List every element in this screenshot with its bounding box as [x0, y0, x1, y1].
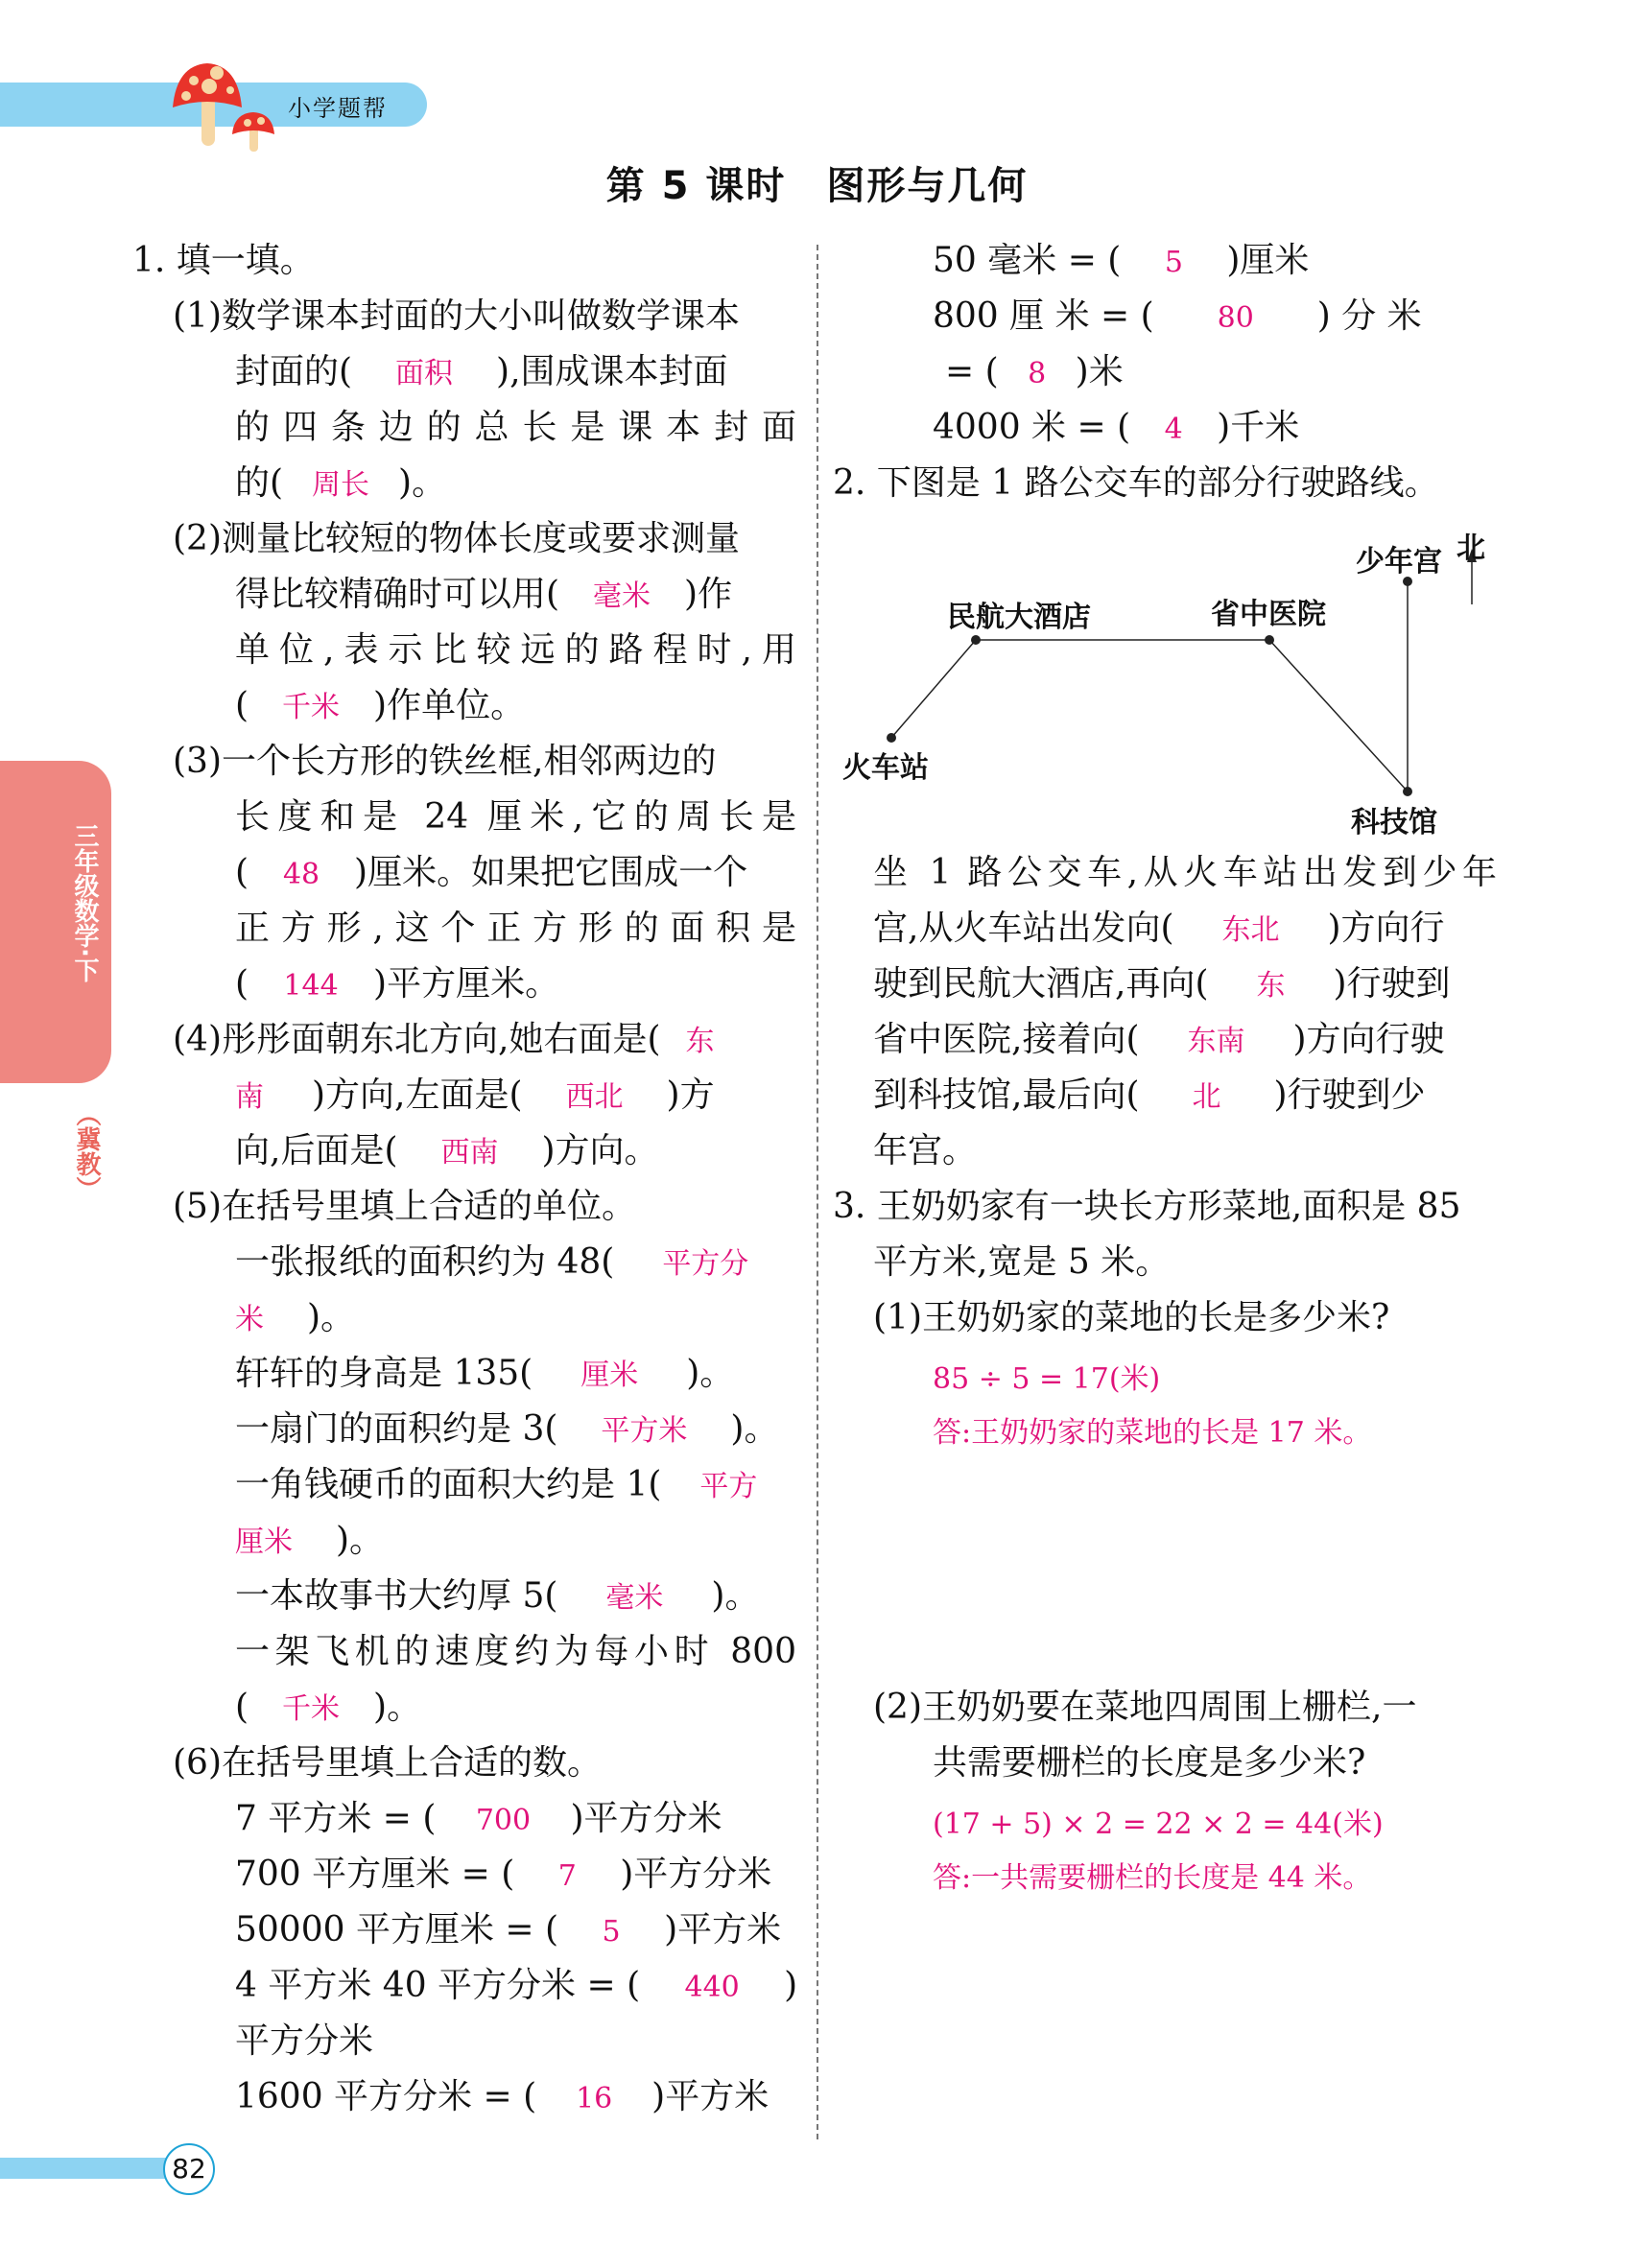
answer-blank: 东 — [1256, 969, 1286, 1003]
q1-p4-line2: 南 )方向,左面是( 西北 )方 — [235, 1075, 715, 1119]
q3-sub2-calc: (17 + 5) × 2 = 22 × 2 = 44(米) — [933, 1807, 1384, 1841]
side-tab-grade: 三年级数学·下 — [70, 823, 99, 982]
answer-blank: 南 — [235, 1080, 264, 1114]
q1-p6-item3: 50000 平方厘米 = ( 5 )平方米 — [235, 1909, 781, 1953]
lesson-number: 第 5 课时 — [605, 164, 787, 208]
q1-p6-item5: 1600 平方分米 = ( 16 )平方米 — [235, 2076, 769, 2120]
answer-blank: 平方 — [699, 1470, 758, 1503]
q1-p5-item3: 一扇门的面积约是 3( 平方米 )。 — [235, 1408, 778, 1453]
answer-blank: 东南 — [1187, 1025, 1245, 1058]
q1-p6-item2: 700 平方厘米 = ( 7 )平方分米 — [235, 1854, 771, 1898]
q2-line1: 坐 1 路公交车,从火车站出发到少年 — [873, 853, 1497, 892]
answer-blank: 8 — [1028, 357, 1047, 390]
mushroom-icon — [163, 58, 278, 154]
page-title — [0, 155, 1634, 210]
page-number: 82 — [163, 2143, 215, 2195]
q1-p5-item1: 一张报纸的面积约为 48( 平方分 — [235, 1242, 749, 1282]
answer-blank: 5 — [1164, 246, 1183, 279]
answer-blank: 厘米 — [235, 1525, 293, 1559]
q1-p4-line1: (4)彤彤面朝东北方向,她右面是( 东 — [173, 1020, 715, 1059]
answer-blank: 东 — [685, 1025, 715, 1058]
q1-p6-item6: 50 毫米 = ( 5 )厘米 — [933, 240, 1309, 284]
q1-p6-item1: 7 平方米 = ( 700 )平方分米 — [235, 1798, 722, 1842]
q3-sub1-answer: 答:王奶奶家的菜地的长是 17 米。 — [933, 1416, 1372, 1450]
answer-blank: 80 — [1217, 301, 1254, 335]
q1-p3-line4: 正方形,这个正方形的面积是 — [235, 909, 796, 948]
q1-p3-line5: ( 144 )平方厘米。 — [235, 963, 559, 1007]
answer-blank: 平方分 — [662, 1247, 749, 1281]
answer-blank: 千米 — [282, 1692, 341, 1726]
column-divider — [817, 245, 818, 2139]
answer-blank: 西南 — [440, 1136, 499, 1169]
answer-blank: 毫米 — [605, 1581, 664, 1615]
answer-blank: 7 — [557, 1859, 577, 1893]
answer-blank: 平方米 — [601, 1414, 688, 1448]
q1-p5-line1: (5)在括号里填上合适的单位。 — [173, 1187, 636, 1226]
q1-p5-item4: 一角钱硬币的面积大约是 1( 平方 — [235, 1465, 758, 1504]
map-label-station: 火车站 — [842, 751, 929, 785]
lesson-topic: 图形与几何 — [826, 164, 1029, 208]
q1-p1-line2: 封面的( 面积 ),围成课本封面 — [235, 351, 728, 395]
q1-p5-item2: 轩轩的身高是 135( 厘米 )。 — [235, 1353, 734, 1397]
q2-line5: 到科技馆,最后向( 北 )行驶到少 — [873, 1075, 1426, 1119]
q3-sub2-answer: 答:一共需要栅栏的长度是 44 米。 — [933, 1861, 1372, 1895]
q1-p5-item4-cont: 厘米 )。 — [235, 1520, 384, 1564]
q1-p2-line4: ( 千米 )作单位。 — [235, 685, 525, 729]
q1-p2-line1: (2)测量比较短的物体长度或要求测量 — [173, 519, 740, 558]
q2-line6: 年宫。 — [873, 1131, 978, 1170]
q1-p3-line1: (3)一个长方形的铁丝框,相邻两边的 — [173, 742, 717, 781]
q1-p1-line3: 的四条边的总长是课本封面 — [235, 408, 796, 447]
q3-sub1-question: (1)王奶奶家的菜地的长是多少米? — [873, 1298, 1390, 1337]
answer-blank: 北 — [1192, 1080, 1221, 1114]
q2-line3: 驶到民航大酒店,再向( 东 )行驶到 — [873, 963, 1451, 1007]
q1-p6-item7-cont: = ( 8 )米 — [945, 351, 1124, 395]
q1-p4-line3: 向,后面是( 西南 )方向。 — [235, 1130, 659, 1174]
answer-blank: 米 — [235, 1303, 264, 1336]
q1-p2-line2: 得比较精确时可以用( 毫米 )作 — [235, 574, 732, 618]
footer-band — [0, 2158, 178, 2179]
q2-heading: 2. 下图是 1 路公交车的部分行驶路线。 — [833, 463, 1439, 503]
q1-p6-item8: 4000 米 = ( 4 )千米 — [933, 407, 1299, 451]
q1-p5-item5: 一本故事书大约厚 5( 毫米 )。 — [235, 1575, 759, 1619]
answer-blank: 700 — [475, 1804, 532, 1837]
q1-p5-item6-cont: ( 千米 )。 — [235, 1687, 421, 1731]
answer-blank: 千米 — [282, 691, 341, 724]
map-label-museum: 科技馆 — [1351, 806, 1437, 839]
answer-blank: 144 — [283, 969, 339, 1003]
q3-line2: 平方米,宽是 5 米。 — [873, 1242, 1171, 1282]
answer-blank: 周长 — [312, 468, 370, 502]
side-tab-edition: （冀教） — [72, 1101, 101, 1201]
q2-line2: 宫,从火车站出发向( 东北 )方向行 — [873, 908, 1445, 952]
q1-p6-item4: 4 平方米 40 平方分米 = ( 440 ) — [235, 1965, 797, 2009]
answer-blank: 440 — [684, 1971, 740, 2004]
q1-p6-item7: 800 厘 米 = ( 80 ) 分 米 — [933, 295, 1422, 340]
q1-p1-line1: (1)数学课本封面的大小叫做数学课本 — [173, 296, 740, 336]
q1-p6-line1: (6)在括号里填上合适的数。 — [173, 1743, 602, 1783]
answer-blank: 4 — [1164, 413, 1183, 446]
q3-line1: 3. 王奶奶家有一块长方形菜地,面积是 85 — [833, 1187, 1461, 1226]
q3-sub2-question-1: (2)王奶奶要在菜地四周围上栅栏,一 — [873, 1688, 1417, 1727]
answer-blank: 16 — [576, 2082, 613, 2115]
answer-blank: 面积 — [395, 357, 454, 390]
q1-p6-item4-cont: 平方分米 — [235, 2021, 374, 2061]
q2-line4: 省中医院,接着向( 东南 )方向行驶 — [873, 1019, 1445, 1063]
answer-blank: 东北 — [1221, 913, 1280, 947]
q1-p1-line4: 的( 周长 )。 — [235, 462, 446, 507]
q1-p5-item1-cont: 米 )。 — [235, 1297, 355, 1341]
q3-sub1-calc: 85 ÷ 5 = 17(米) — [933, 1362, 1161, 1396]
answer-blank: 厘米 — [580, 1358, 639, 1392]
q1-p3-line2: 长度和是 24 厘米,它的周长是 — [235, 797, 796, 837]
q1-p2-line3: 单位,表示比较远的路程时,用 — [235, 630, 796, 670]
answer-blank: 48 — [282, 858, 320, 891]
answer-blank: 西北 — [565, 1080, 624, 1114]
north-label: 北 — [1456, 532, 1485, 565]
q1-p5-item6: 一架飞机的速度约为每小时 800 — [235, 1632, 796, 1671]
answer-blank: 毫米 — [593, 579, 651, 613]
q1-p3-line3: ( 48 )厘米。如果把它围成一个 — [235, 852, 747, 896]
map-label-youth-palace: 少年宫 — [1356, 545, 1442, 579]
q3-sub2-question-2: 共需要栅栏的长度是多少米? — [933, 1743, 1366, 1783]
brand-label: 小学题帮 — [288, 95, 388, 122]
map-label-hospital: 省中医院 — [1211, 598, 1326, 631]
answer-blank: 5 — [602, 1915, 621, 1949]
map-label-hotel: 民航大酒店 — [947, 601, 1091, 634]
q1-heading: 1. 填一填。 — [132, 241, 315, 280]
